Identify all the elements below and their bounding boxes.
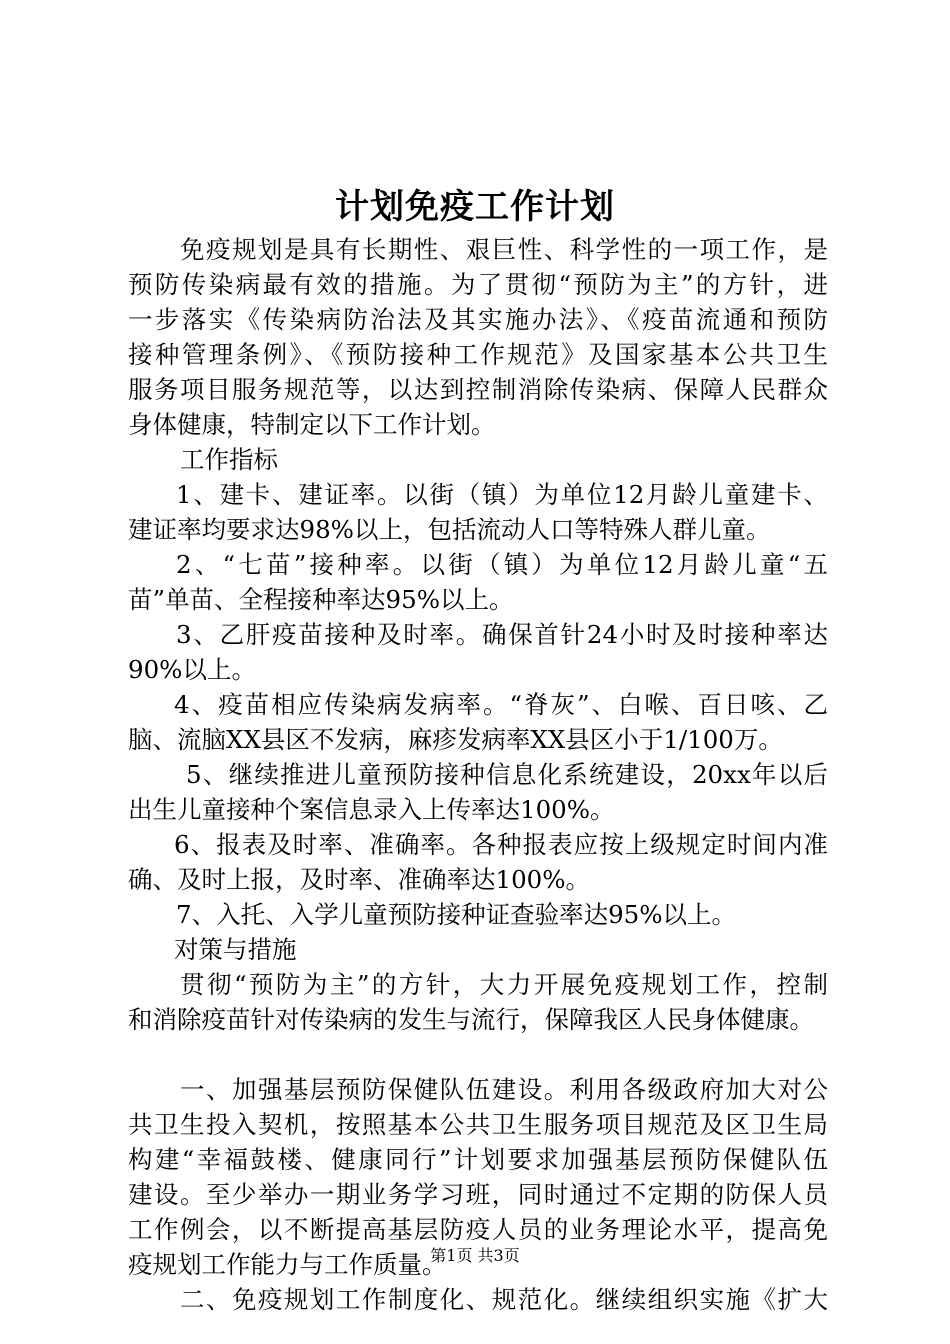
body-line: 免疫规划是具有长期性、艰巨性、科学性的一项工作，是	[180, 235, 828, 264]
body-line: 1、建卡、建证率。以街（镇）为单位12月龄儿童建卡、	[176, 480, 828, 509]
body-line: 7、入托、入学儿童预防接种证查验率达95%以上。	[176, 900, 737, 929]
body-line: 确、及时上报，及时率、准确率达100%。	[128, 865, 591, 894]
body-line: 2、“七苗”接种率。以街（镇）为单位12月龄儿童“五	[176, 550, 828, 579]
body-line: 接种管理条例》、《预防接种工作规范》及国家基本公共卫生	[128, 340, 828, 369]
page-footer: 第1页 共3页	[430, 1246, 520, 1265]
body-line: 3、乙肝疫苗接种及时率。确保首针24小时及时接种率达	[176, 620, 828, 649]
body-line: 5、继续推进儿童预防接种信息化系统建设，20xx年以后	[186, 760, 828, 789]
body-line: 共卫生投入契机，按照基本公共卫生服务项目规范及区卫生局	[128, 1110, 828, 1139]
body-line: 建设。至少举办一期业务学习班，同时通过不定期的防保人员	[128, 1180, 828, 1209]
body-line: 和消除疫苗针对传染病的发生与流行，保障我区人民身体健康。	[128, 1005, 814, 1034]
body-line: 贯彻“预防为主”的方针，大力开展免疫规划工作，控制	[180, 970, 828, 999]
body-line: 身体健康，特制定以下工作计划。	[128, 410, 496, 439]
document-body	[128, 232, 828, 1317]
body-line: 一步落实《传染病防治法及其实施办法》、《疫苗流通和预防	[128, 305, 828, 334]
body-line: 脑、流脑XX县区不发病，麻疹发病率XX县区小于1/100万。	[128, 725, 783, 754]
body-line: 建证率均要求达98%以上，包括流动人口等特殊人群儿童。	[128, 515, 771, 544]
body-line: 构建“幸福鼓楼、健康同行”计划要求加强基层预防保健队伍	[128, 1145, 828, 1174]
document-title: 计划免疫工作计划	[335, 187, 615, 227]
body-line: 4、疫苗相应传染病发病率。“脊灰”、白喉、百日咳、乙	[174, 690, 828, 719]
body-line: 苗”单苗、全程接种率达95%以上。	[128, 585, 514, 614]
body-line: 预防传染病最有效的措施。为了贯彻“预防为主”的方针，进	[128, 270, 828, 299]
body-line: 服务项目服务规范等，以达到控制消除传染病、保障人民群众	[128, 375, 828, 404]
body-line: 6、报表及时率、准确率。各种报表应按上级规定时间内准	[174, 830, 828, 859]
blank-line	[128, 1037, 828, 1072]
body-line: 90%以上。	[128, 655, 256, 684]
body-line: 二、免疫规划工作制度化、规范化。继续组织实施《扩大	[180, 1285, 828, 1314]
section-heading: 对策与措施	[174, 935, 297, 964]
body-line: 一、加强基层预防保健队伍建设。利用各级政府加大对公	[180, 1075, 828, 1104]
section-heading: 工作指标	[180, 445, 278, 474]
body-line: 出生儿童接种个案信息录入上传率达100%。	[128, 795, 615, 824]
body-line: 疫规划工作能力与工作质量。	[128, 1250, 447, 1279]
body-line: 工作例会，以不断提高基层防疫人员的业务理论水平，提高免	[128, 1215, 828, 1244]
